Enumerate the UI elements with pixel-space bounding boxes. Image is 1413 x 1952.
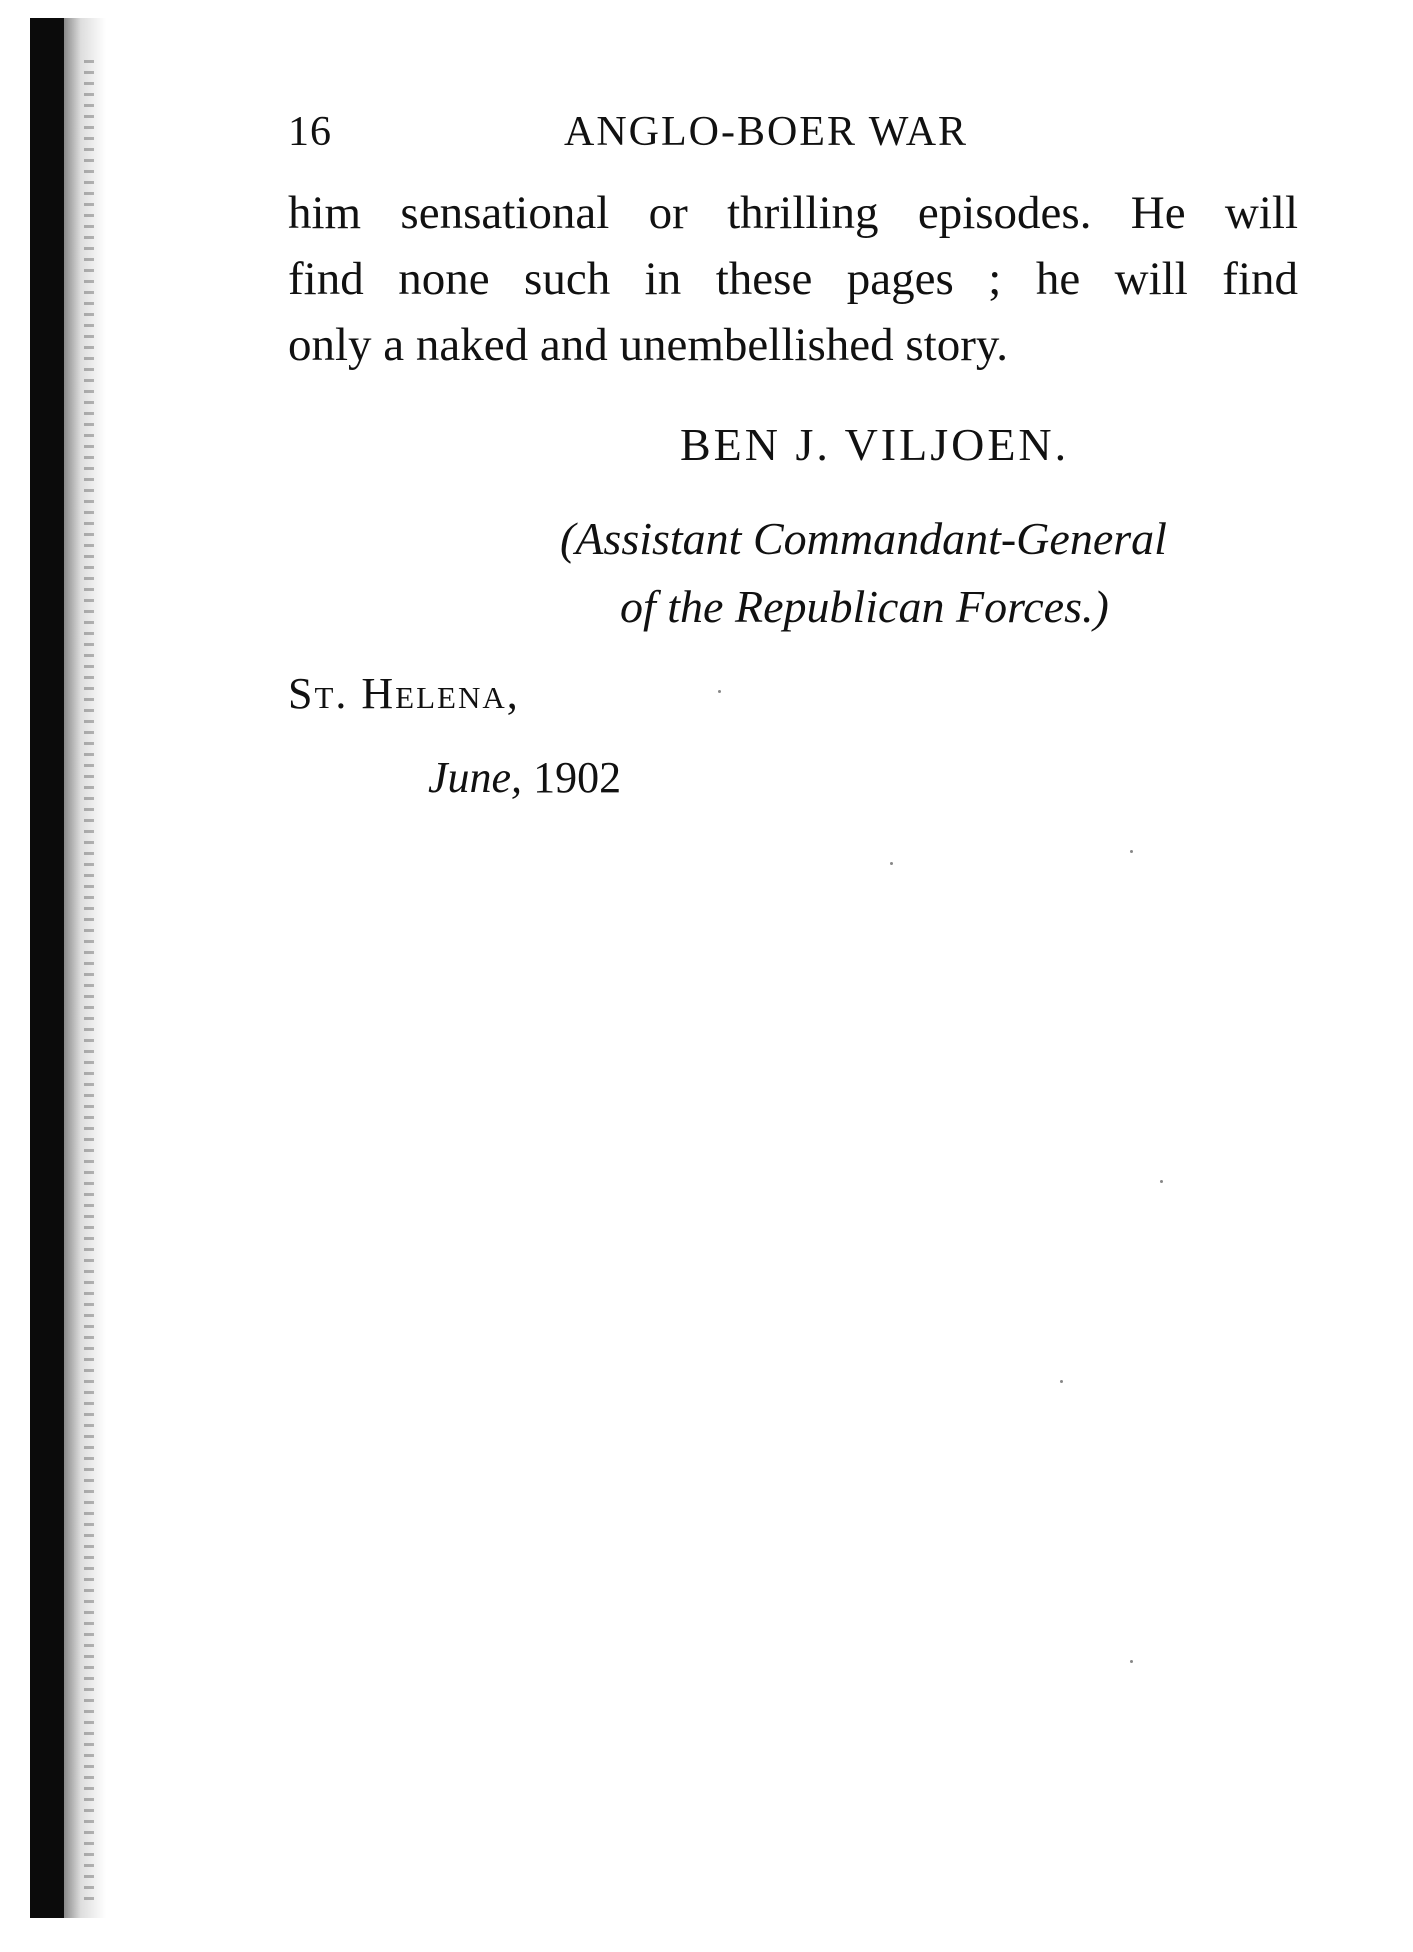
dateline-place: St. Helena, [288,669,520,718]
book-binding-edge [30,18,64,1918]
body-paragraph [288,180,1298,378]
running-title: ANGLO-BOER WAR [564,109,969,155]
scan-speck [1130,1660,1133,1663]
signature-name: BEN J. VILJOEN. [680,419,1070,470]
scan-speck [890,862,893,865]
dateline-date [428,752,621,803]
scan-speck [1130,850,1133,853]
page-number: 16 [288,109,332,155]
signature-title-line-2: of the Republican Forces.) [620,581,1109,632]
scan-speck [1060,1380,1063,1383]
scan-speck [1160,1180,1163,1183]
scan-speck [718,690,721,693]
body-line-1: him sensational or thrilling episodes. He will [288,187,1298,239]
binding-scan-noise [84,60,94,1900]
dateline-month: June, [428,753,523,802]
page-header [288,108,1288,168]
body-line-2: find none such in these pages ; he will find [288,253,1298,305]
body-line-3: only a naked and unembellished story. [288,319,1009,371]
dateline-year: 1902 [533,753,622,802]
signature-title-line-1: (Assistant Commandant-General [560,513,1167,564]
